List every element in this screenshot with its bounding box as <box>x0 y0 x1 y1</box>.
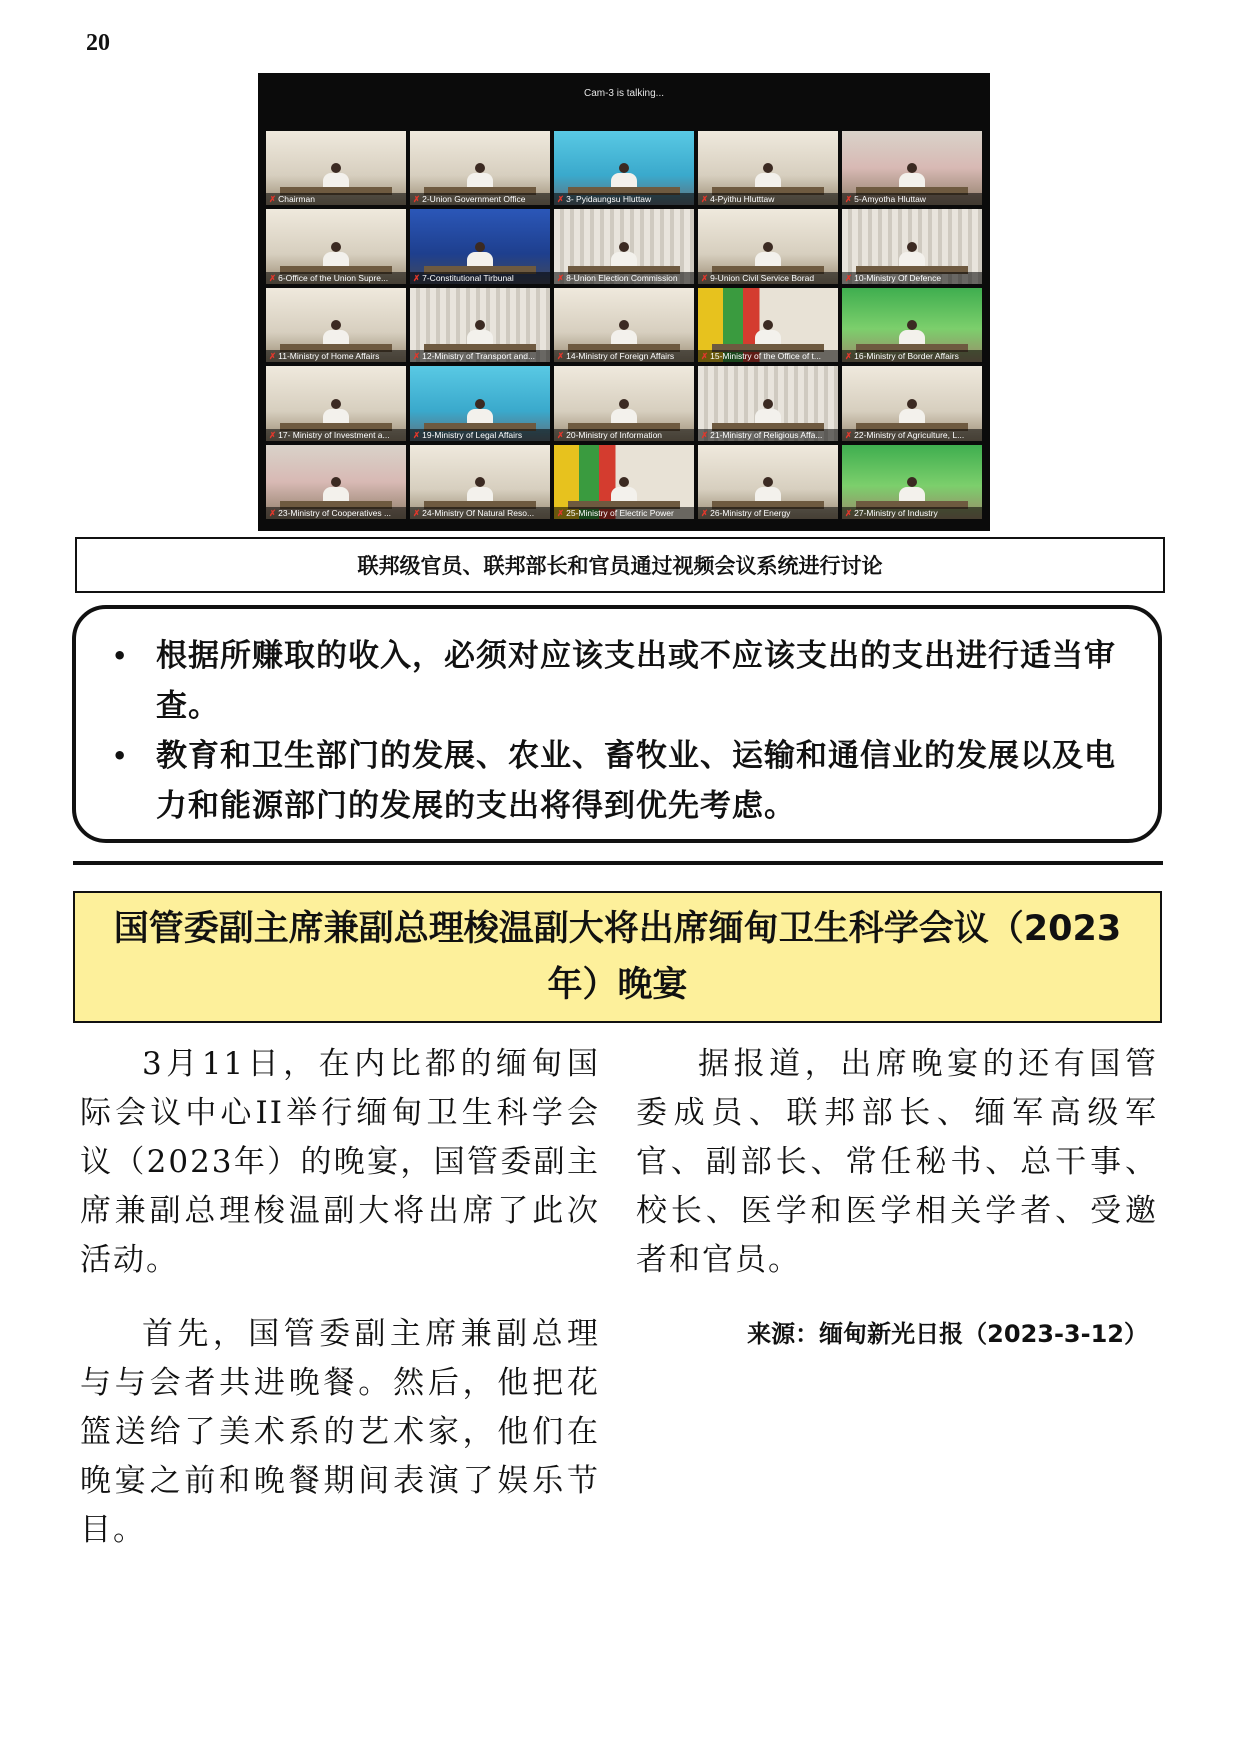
video-tile <box>554 445 694 519</box>
headline-box <box>73 891 1162 1023</box>
muted-mic-icon: ✗ <box>845 508 853 518</box>
muted-mic-icon: ✗ <box>413 429 421 440</box>
video-tile-label <box>842 350 982 362</box>
video-tile <box>698 209 838 283</box>
muted-mic-icon: ✗ <box>701 351 709 362</box>
article-right-column <box>636 1040 1158 1384</box>
article-paragraph: 3月11日，在内比都的缅甸国际会议中心II举行缅甸卫生科学会议（2023年）的晚宴，国管委副主席兼副总理梭温副大将出席了此次活动。 <box>80 1046 600 1278</box>
section-divider <box>73 861 1163 865</box>
video-tile <box>410 209 550 283</box>
article-paragraph: 首先，国管委副主席兼副总理与与会者共进晚餐。然后，他把花篮送给了美术系的艺术家，他们在晚宴之前和晚餐期间表演了娱乐节目。 <box>80 1316 600 1548</box>
video-tile <box>266 209 406 283</box>
video-tile-label <box>266 272 406 284</box>
video-tile-label <box>842 429 982 441</box>
video-tile <box>266 288 406 362</box>
video-tile-label-text: 17- Ministry of Investment a... <box>278 429 390 440</box>
video-tile-label <box>266 193 406 205</box>
video-conference-photo <box>258 73 990 531</box>
video-tile-label <box>554 350 694 362</box>
photo-caption: 联邦级官员、联邦部长和官员通过视频会议系统进行讨论 <box>75 537 1165 593</box>
video-tile-label <box>410 429 550 441</box>
video-tile <box>698 288 838 362</box>
video-tile-label <box>842 193 982 205</box>
video-tile-label <box>554 429 694 441</box>
muted-mic-icon: ✗ <box>701 508 709 518</box>
video-tile-label-text: 14-Ministry of Foreign Affairs <box>566 351 675 362</box>
video-tile-label-text: 15-Ministry of the Office of t... <box>710 351 821 362</box>
video-tile-label-text: 22-Ministry of Agriculture, L... <box>854 429 965 440</box>
video-tile-label <box>410 507 550 519</box>
video-tile-label-text: 24-Ministry Of Natural Reso... <box>422 508 535 518</box>
video-tile-label-text: 19-Ministry of Legal Affairs <box>422 429 523 440</box>
muted-mic-icon: ✗ <box>701 429 709 440</box>
video-tile-label <box>842 507 982 519</box>
video-tile-label <box>410 272 550 284</box>
video-tile-label <box>266 429 406 441</box>
video-tile-label-text: 23-Ministry of Cooperatives ... <box>278 508 392 518</box>
video-tile-label-text: 25-Ministry of Electric Power <box>566 508 674 518</box>
video-tile-label-text: 12-Ministry of Transport and... <box>422 351 536 362</box>
video-tile <box>410 445 550 519</box>
muted-mic-icon: ✗ <box>413 194 421 205</box>
video-tile-label <box>698 507 838 519</box>
article-source: 来源：缅甸新光日报（2023-3-12） <box>747 1320 1148 1348</box>
muted-mic-icon: ✗ <box>701 272 709 283</box>
article-paragraph: 据报道，出席晚宴的还有国管委成员、联邦部长、缅军高级军官、副部长、常任秘书、总干事、校长、医学和医学相关学者、受邀者和官员。 <box>636 1046 1158 1278</box>
muted-mic-icon: ✗ <box>557 429 565 440</box>
video-tile-label-text: 20-Ministry of Information <box>566 429 663 440</box>
video-tile <box>410 288 550 362</box>
video-tile <box>842 131 982 205</box>
muted-mic-icon: ✗ <box>557 508 565 518</box>
video-tile-label-text: 8-Union Election Commission <box>566 272 678 283</box>
photo-status-text: Cam-3 is talking... <box>583 88 665 99</box>
video-tile <box>266 131 406 205</box>
video-tile <box>842 445 982 519</box>
video-tile-label <box>554 272 694 284</box>
muted-mic-icon: ✗ <box>845 429 853 440</box>
muted-mic-icon: ✗ <box>845 351 853 362</box>
muted-mic-icon: ✗ <box>413 272 421 283</box>
video-tile-label-text: 5-Amyotha Hluttaw <box>854 194 926 205</box>
video-tile-label-text: Chairman <box>278 194 315 205</box>
article-left-column <box>80 1040 600 1580</box>
muted-mic-icon: ✗ <box>269 429 277 440</box>
key-point-item: • 教育和卫生部门的发展、农业、畜牧业、运输和通信业的发展以及电力和能源部门的发展的支出将得到优先考虑。 <box>124 731 1140 831</box>
muted-mic-icon: ✗ <box>557 194 565 205</box>
video-tile <box>842 288 982 362</box>
video-tile-grid <box>266 131 982 519</box>
video-tile-label <box>410 350 550 362</box>
video-tile <box>266 366 406 440</box>
video-tile-label-text: 26-Ministry of Energy <box>710 508 791 518</box>
page-number: 20 <box>86 30 110 56</box>
video-tile <box>554 288 694 362</box>
video-tile-label-text: 2-Union Government Office <box>422 194 526 205</box>
video-tile <box>410 366 550 440</box>
muted-mic-icon: ✗ <box>413 508 421 518</box>
video-tile <box>410 131 550 205</box>
video-tile-label <box>266 507 406 519</box>
muted-mic-icon: ✗ <box>557 272 565 283</box>
video-tile <box>554 209 694 283</box>
muted-mic-icon: ✗ <box>557 351 565 362</box>
video-tile-label <box>410 193 550 205</box>
video-tile-label <box>698 272 838 284</box>
video-tile <box>266 445 406 519</box>
video-tile-label-text: 16-Ministry of Border Affairs <box>854 351 959 362</box>
video-tile-label-text: 11-Ministry of Home Affairs <box>278 351 380 362</box>
video-tile-label-text: 27-Ministry of Industry <box>854 508 938 518</box>
video-tile <box>554 366 694 440</box>
video-tile-label-text: 9-Union Civil Service Borad <box>710 272 815 283</box>
key-point-item: • 根据所赚取的收入，必须对应该支出或不应该支出的支出进行适当审查。 <box>124 631 1140 731</box>
video-tile <box>698 131 838 205</box>
video-tile <box>842 366 982 440</box>
video-tile-label-text: 4-Pyithu Hlutttaw <box>710 194 775 205</box>
muted-mic-icon: ✗ <box>269 351 277 362</box>
video-tile-label-text: 10-Ministry Of Defence <box>854 272 942 283</box>
video-tile-label-text: 21-Ministry of Religious Affa... <box>710 429 823 440</box>
video-tile-label-text: 6-Office of the Union Supre... <box>278 272 389 283</box>
muted-mic-icon: ✗ <box>845 194 853 205</box>
muted-mic-icon: ✗ <box>413 351 421 362</box>
video-tile <box>698 366 838 440</box>
article-headline: 国管委副主席兼副总理梭温副大将出席缅甸卫生科学会议（2023年）晚宴 <box>113 909 1122 1005</box>
video-tile-label <box>554 193 694 205</box>
muted-mic-icon: ✗ <box>269 194 277 205</box>
video-tile <box>698 445 838 519</box>
video-tile-label <box>698 429 838 441</box>
muted-mic-icon: ✗ <box>845 272 853 283</box>
video-tile-label <box>698 350 838 362</box>
video-tile-label-text: 7-Constitutional Tirbunal <box>422 272 514 283</box>
video-tile <box>842 209 982 283</box>
video-tile-label <box>698 193 838 205</box>
video-tile <box>554 131 694 205</box>
video-tile-label <box>554 507 694 519</box>
muted-mic-icon: ✗ <box>701 194 709 205</box>
video-tile-label-text: 3- Pyidaungsu Hluttaw <box>566 194 652 205</box>
video-tile-label <box>842 272 982 284</box>
key-points-box <box>72 605 1162 843</box>
muted-mic-icon: ✗ <box>269 508 277 518</box>
video-tile-label <box>266 350 406 362</box>
muted-mic-icon: ✗ <box>269 272 277 283</box>
